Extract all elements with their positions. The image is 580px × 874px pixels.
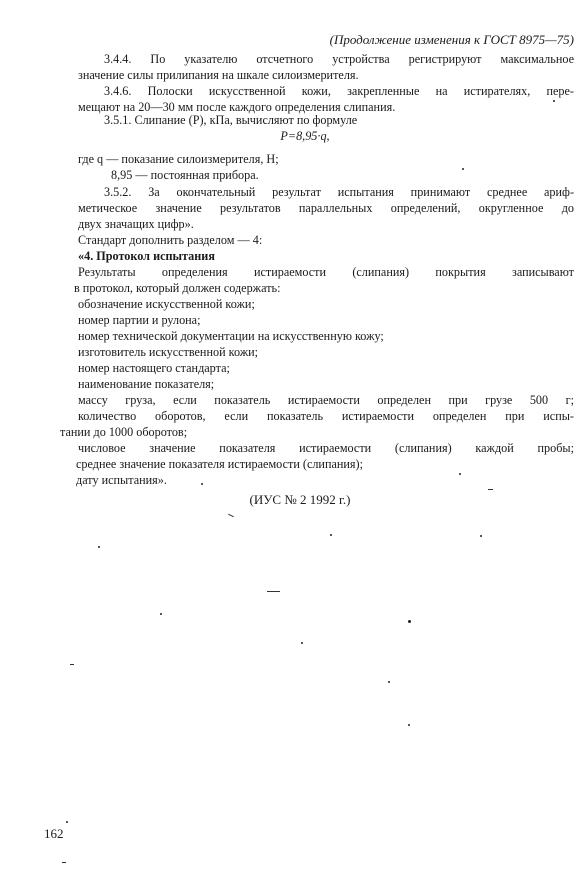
scan-speck <box>301 642 303 644</box>
list-item: числовое значение показателя истираемости (слипания) каждой пробы; <box>78 441 574 455</box>
para-3-4-4-line-2: значение силы прилипания на шкале силоизмерителя. <box>78 68 359 82</box>
running-header: (Продолжение изменения к ГОСТ 8975—75) <box>329 32 574 47</box>
list-item: обозначение искусственной кожи; <box>78 297 255 311</box>
list-item: номер технической документации на искусственную кожу; <box>78 329 384 343</box>
scan-speck <box>480 535 482 537</box>
formula: P=8,95·q, <box>280 129 330 143</box>
para-3-4-6-line-2: мещают на 20—30 мм после каждого определения слипания. <box>78 100 396 114</box>
para-3-5-2-line-2: метическое значение результатов параллельных определений, округленное до <box>78 201 574 215</box>
scan-speck <box>388 681 390 683</box>
list-item: тании до 1000 оборотов; <box>60 425 188 439</box>
scan-speck <box>408 620 411 623</box>
scan-mark <box>228 514 234 517</box>
list-item: изготовитель искусственной кожи; <box>78 345 259 359</box>
list-item: количество оборотов, если показатель истираемости определен при испы- <box>78 409 574 423</box>
para-3-4-4-line-1: 3.4.4. По указателю отсчетного устройства регистрируют максимальное <box>104 52 574 66</box>
where-line-1: где q — показание силоизмерителя, Н; <box>78 152 279 166</box>
scan-mark <box>488 489 493 490</box>
list-item: дату испытания». <box>76 473 167 487</box>
para-3-5-2-line-3: двух значащих цифр». <box>78 217 194 231</box>
scan-speck <box>201 483 203 485</box>
where-line-2: 8,95 — постоянная прибора. <box>111 168 259 182</box>
scan-mark <box>62 862 66 863</box>
list-item: массу груза, если показатель истираемости определен при грузе 500 г; <box>78 393 574 407</box>
amendment-citation: (ИУС № 2 1992 г.) <box>249 492 351 507</box>
amendment-note: Стандарт дополнить разделом — 4: <box>78 233 263 247</box>
para-3-5-1: 3.5.1. Слипание (P), кПа, вычисляют по формуле <box>104 113 358 127</box>
scan-speck <box>553 100 555 102</box>
scan-speck <box>330 534 332 536</box>
scan-mark <box>70 664 74 665</box>
list-item: номер настоящего стандарта; <box>78 361 230 375</box>
scan-speck <box>66 821 68 823</box>
protocol-intro-line-2: в протокол, который должен содержать: <box>74 281 281 295</box>
para-3-4-6-line-1: 3.4.6. Полоски искусственной кожи, закрепленные на истирателях, пере- <box>104 84 574 98</box>
list-item: среднее значение показателя истираемости (слипания); <box>76 457 363 471</box>
scan-speck <box>408 724 410 726</box>
scan-speck <box>98 546 100 548</box>
page-number: 162 <box>44 826 64 841</box>
list-item: номер партии и рулона; <box>78 313 201 327</box>
protocol-intro-line-1: Результаты определения истираемости (слипания) покрытия записывают <box>78 265 574 279</box>
list-item: наименование показателя; <box>78 377 215 391</box>
scan-speck <box>160 613 162 615</box>
scan-mark <box>267 591 280 592</box>
section-4-title: «4. Протокол испытания <box>78 249 215 263</box>
para-3-5-2-line-1: 3.5.2. За окончательный результат испытания принимают среднее ариф- <box>104 185 574 199</box>
scan-speck <box>459 473 461 475</box>
scan-speck <box>462 168 464 170</box>
